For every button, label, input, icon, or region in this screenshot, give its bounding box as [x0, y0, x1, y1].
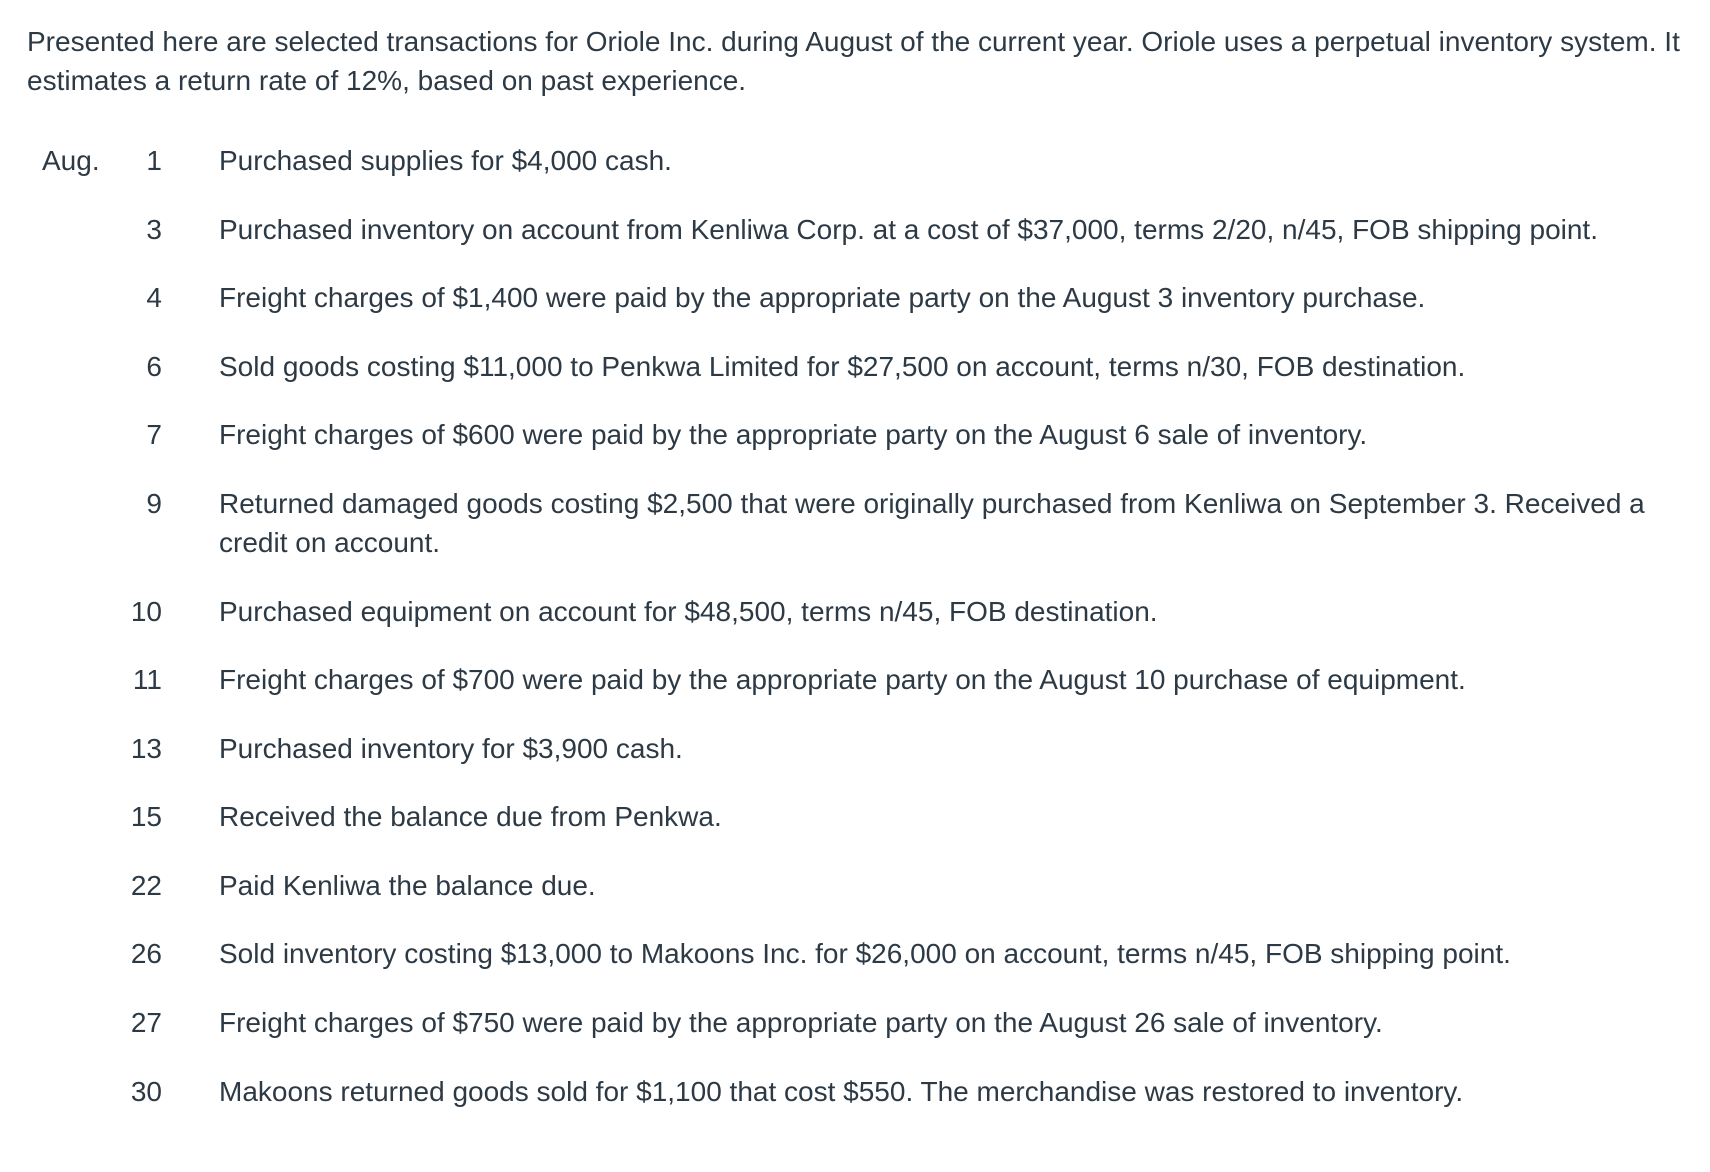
transaction-description: Freight charges of $600 were paid by the appropriate party on the August 6 sale of inventory. — [219, 419, 1368, 450]
transaction-description: Purchased equipment on account for $48,500, terms n/45, FOB destination. — [219, 596, 1158, 627]
transaction-description: Freight charges of $750 were paid by the appropriate party on the August 26 sale of inventory. — [219, 1007, 1383, 1038]
transaction-description: Freight charges of $700 were paid by the appropriate party on the August 10 purchase of equipment. — [219, 664, 1466, 695]
transaction-description: Makoons returned goods sold for $1,100 that cost $550. The merchandise was restored to inventory. — [219, 1076, 1464, 1107]
transaction-description: Purchased inventory for $3,900 cash. — [219, 733, 683, 764]
transaction-day: 26 — [130, 938, 162, 969]
transaction-day: 11 — [132, 664, 162, 695]
transaction-day: 22 — [130, 870, 162, 901]
transaction-description: Paid Kenliwa the balance due. — [219, 870, 596, 901]
transaction-day: 30 — [130, 1076, 162, 1107]
transaction-day: 1 — [146, 145, 162, 176]
transaction-day: 4 — [146, 282, 162, 313]
transaction-day: 13 — [130, 733, 162, 764]
transaction-description: Purchased inventory on account from Kenliwa Corp. at a cost of $37,000, terms 2/20, n/45, FOB shipping point. — [219, 214, 1598, 245]
problem-intro: Presented here are selected transactions for Oriole Inc. during August of the current year. Oriole uses a perpetual inventory system. It estimates a return rate of 12%, based on past experience. — [27, 26, 1680, 96]
transaction-description: Sold goods costing $11,000 to Penkwa Limited for $27,500 on account, terms n/30, FOB destination. — [219, 351, 1466, 382]
transaction-description: Freight charges of $1,400 were paid by the appropriate party on the August 3 inventory purchase. — [219, 282, 1426, 313]
transaction-day: 10 — [130, 596, 162, 627]
transaction-description: Sold inventory costing $13,000 to Makoons Inc. for $26,000 on account, terms n/45, FOB shipping point. — [219, 938, 1511, 969]
transaction-day: 6 — [146, 351, 162, 382]
transaction-day: 9 — [146, 488, 162, 519]
transaction-day: 27 — [130, 1007, 162, 1038]
transaction-description: Received the balance due from Penkwa. — [219, 801, 722, 832]
transaction-day: 15 — [130, 801, 162, 832]
transaction-day: 3 — [146, 214, 162, 245]
transaction-day: 7 — [146, 419, 162, 450]
transaction-description: Purchased supplies for $4,000 cash. — [219, 145, 672, 176]
transaction-description: Returned damaged goods costing $2,500 that were originally purchased from Kenliwa on September 3. Received a credit on account. — [219, 488, 1645, 558]
transaction-month: Aug. — [42, 145, 100, 176]
